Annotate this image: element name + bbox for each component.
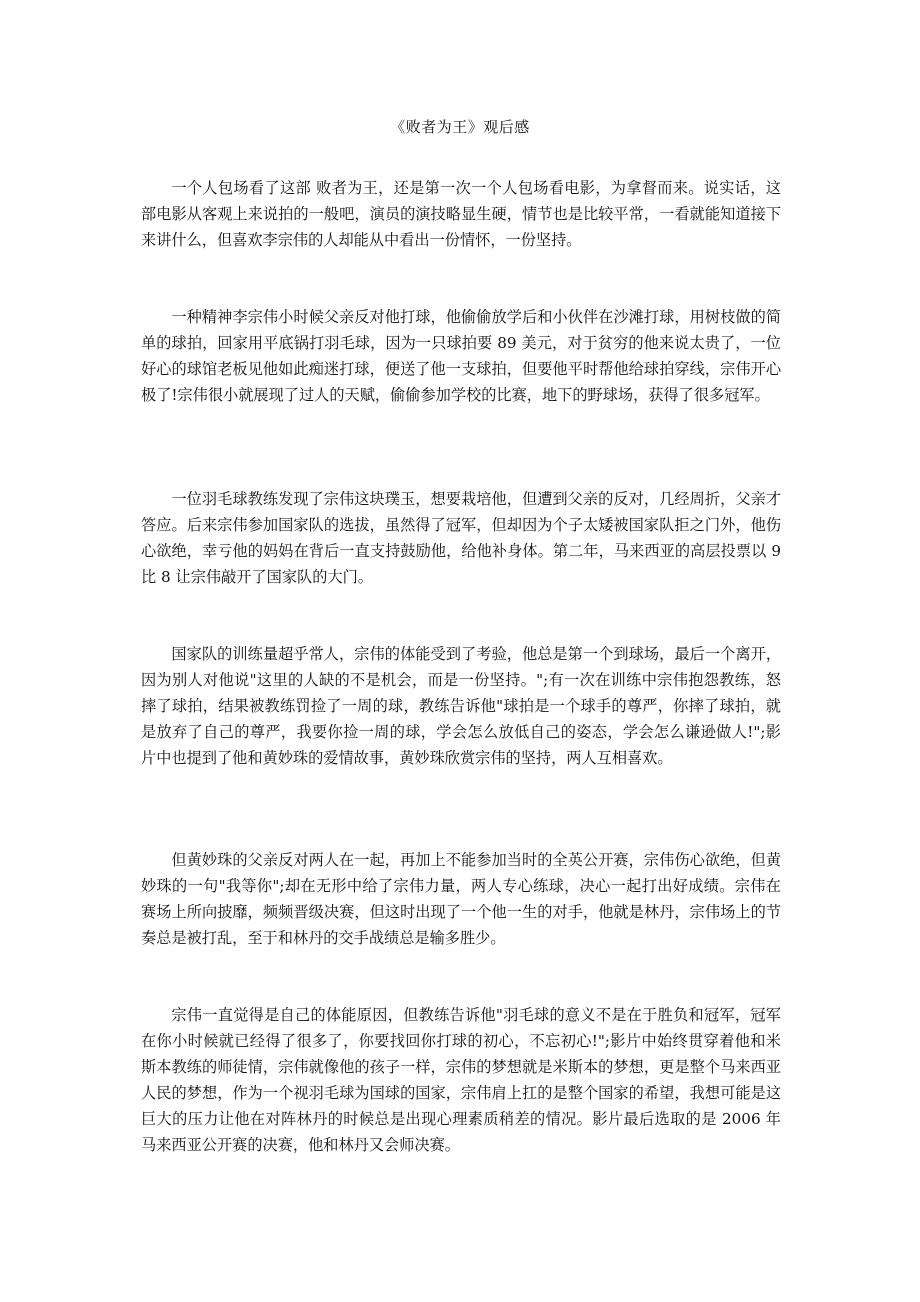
- paragraph-6: 宗伟一直觉得是自己的体能原因，但教练告诉他"羽毛球的意义不是在于胜负和冠军，冠军在你小时候就已经得了很多了，你要找回你打球的初心，不忘初心!";影片中始终贯穿着他和米斯本教练的师徒情，宗伟就像他的孩子一样，宗伟的梦想就是米斯本的梦想，更是整个马来西亚人民的梦想，作为一个视羽毛球为国球的国家，宗伟肩上扛的是整个国家的希望，我想可能是这巨大的压力让他在对阵林丹的时候总是出现心理素质稍差的情况。影片最后选取的是 2006 年马来西亚公开赛的决赛，他和林丹又会师决赛。: [141, 1006, 781, 1154]
- paragraph-1: 一个人包场看了这部 败者为王，还是第一次一个人包场看电影，为拿督而来。说实话，这部电影从客观上来说拍的一般吧，演员的演技略显生硬，情节也是比较平常，一看就能知道接下来讲什么，但喜欢李宗伟的人却能从中看出一份情怀，一份坚持。: [141, 179, 781, 249]
- document-title: 《败者为王》观后感: [390, 118, 530, 136]
- paragraph-2: 一种精神李宗伟小时候父亲反对他打球，他偷偷放学后和小伙伴在沙滩打球，用树枝做的简单的球拍，回家用平底锅打羽毛球，因为一只球拍要 89 美元，对于贫穷的他来说太贵了，一位好心的球馆老板见他如此痴迷打球，便送了他一支球拍，但要他平时帮他给球拍穿线，宗伟开心极了!宗伟很小就展现了过人的天赋，偷偷参加学校的比赛，地下的野球场，获得了很多冠军。: [141, 308, 781, 404]
- paragraph-4: 国家队的训练量超乎常人，宗伟的体能受到了考验，他总是第一个到球场，最后一个离开，因为别人对他说"这里的人缺的不是机会，而是一份坚持。";有一次在训练中宗伟抱怨教练，怒摔了球拍，结果被教练罚捡了一周的球，教练告诉他"球拍是一个球手的尊严，你摔了球拍，就是放弃了自己的尊严，我要你捡一周的球，学会怎么放低自己的姿态，学会怎么谦逊做人!";影片中也提到了他和黄妙珠的爱情故事，黄妙珠欣赏宗伟的坚持，两人互相喜欢。: [141, 645, 781, 767]
- paragraph-3: 一位羽毛球教练发现了宗伟这块璞玉，想要栽培他，但遭到父亲的反对，几经周折，父亲才答应。后来宗伟参加国家队的选拔，虽然得了冠军，但却因为个子太矮被国家队拒之门外，他伤心欲绝，幸亏他的妈妈在背后一直支持鼓励他，给他补身体。第二年，马来西亚的高层投票以 9 比 8 让宗伟敲开了国家队的大门。: [141, 490, 781, 586]
- paragraph-5: 但黄妙珠的父亲反对两人在一起，再加上不能参加当时的全英公开赛，宗伟伤心欲绝，但黄妙珠的一句"我等你";却在无形中给了宗伟力量，两人专心练球，决心一起打出好成绩。宗伟在赛场上所向披靡，频频晋级决赛，但这时出现了一个他一生的对手，他就是林丹，宗伟场上的节奏总是被打乱，至于和林丹的交手战绩总是输多胜少。: [141, 851, 781, 947]
